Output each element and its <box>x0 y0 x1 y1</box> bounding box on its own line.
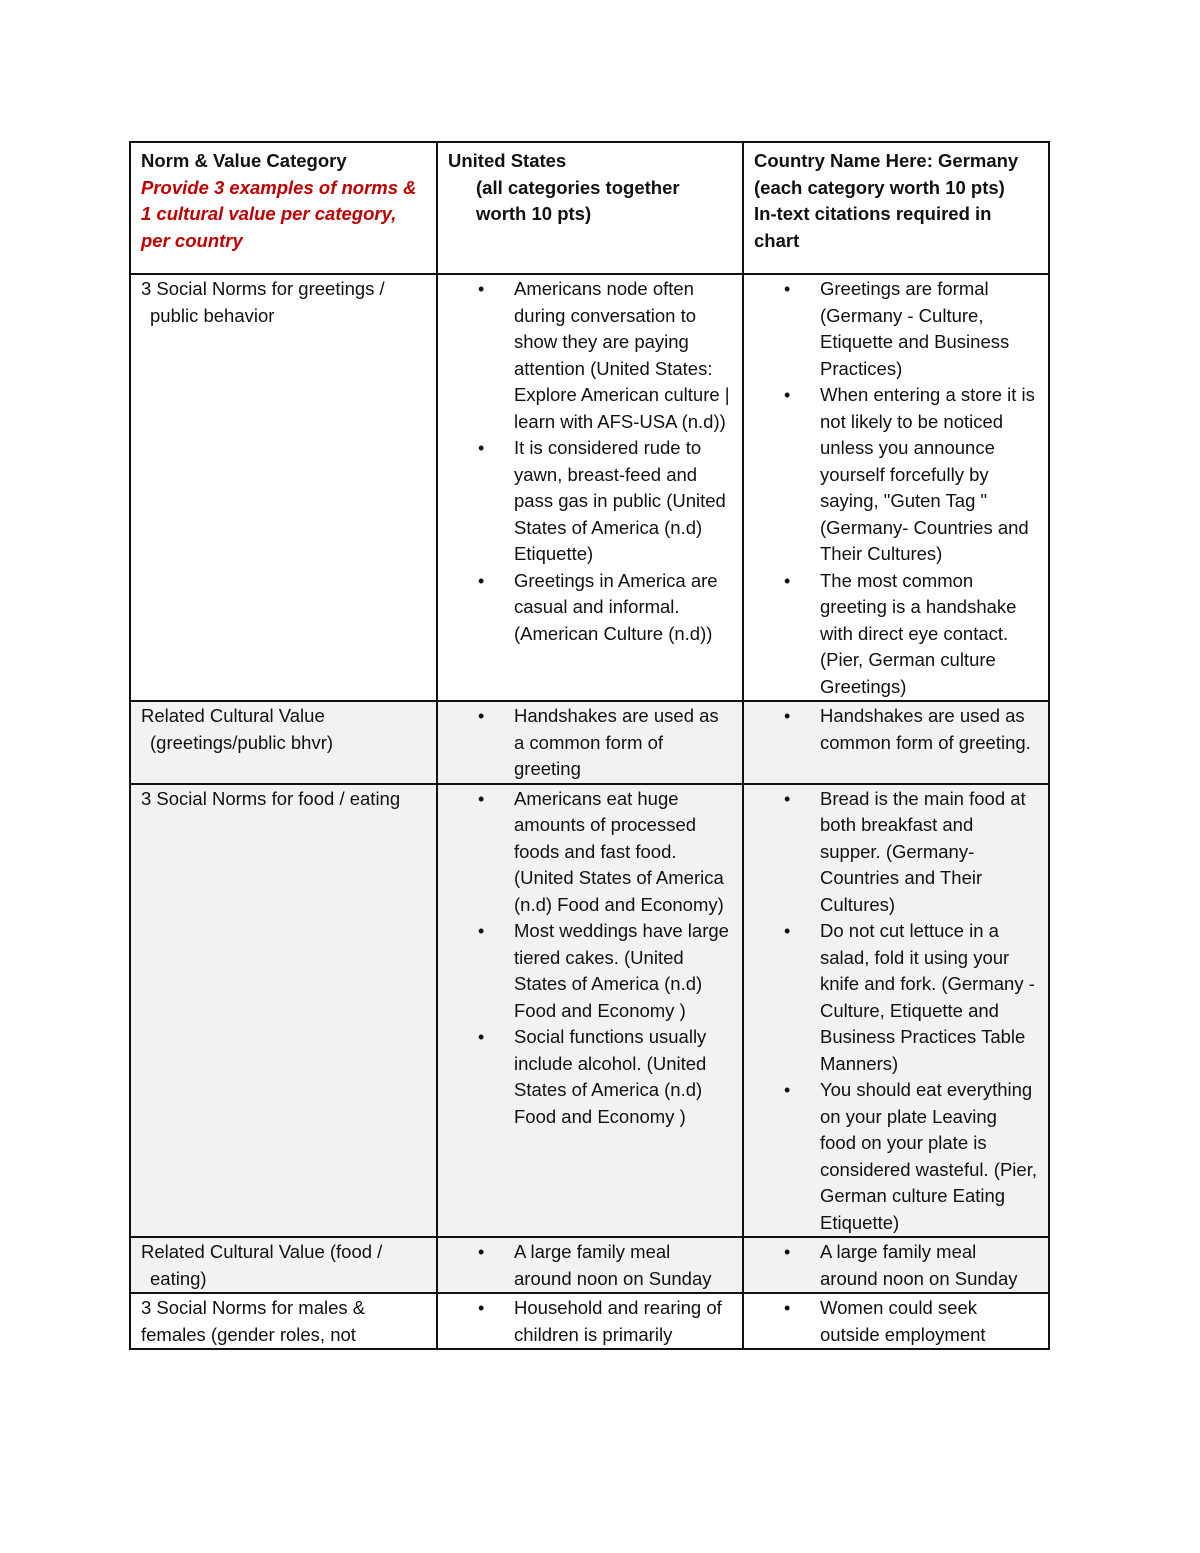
germany-norms-list <box>754 786 1038 1237</box>
list-item: • Handshakes are used as common form of greeting. <box>820 703 1038 756</box>
us-norms-list <box>448 786 732 1131</box>
header-germany <box>743 142 1049 274</box>
list-item: • When entering a store it is not likely to be noticed unless you announce yourself forcefully by saying, "Guten Tag "(Germany- Countries and Their Cultures) <box>820 382 1038 568</box>
table-header-row <box>130 142 1049 274</box>
us-cell <box>437 274 743 701</box>
header-germany-note-points: (each category worth 10 pts) <box>754 176 1005 198</box>
category-cell <box>130 274 437 701</box>
list-item: • Americans eat huge amounts of processed foods and fast food. (United States of America (n.d) Food and Economy) <box>514 786 732 919</box>
list-item: • It is considered rude to yawn, breast-feed and pass gas in public (United States of America (n.d) Etiquette) <box>514 435 732 568</box>
list-item: • Women could seek outside employment <box>820 1295 1038 1348</box>
header-category-title: Norm & Value Category <box>141 150 347 171</box>
us-cell <box>437 701 743 784</box>
category-label: 3 Social Norms for greetings / public behavior <box>141 278 385 326</box>
category-cell <box>130 701 437 784</box>
list-item: • Greetings in America are casual and informal. (American Culture (n.d)) <box>514 568 732 648</box>
us-value-list <box>448 1239 732 1292</box>
germany-cell <box>743 1293 1049 1349</box>
header-germany-note-citations: In-text citations required in chart <box>754 203 992 251</box>
category-cell <box>130 1237 437 1293</box>
list-item: • Greetings are formal (Germany - Culture, Etiquette and Business Practices) <box>820 276 1038 382</box>
germany-value-list <box>754 703 1038 756</box>
table-row-food-value <box>130 1237 1049 1293</box>
germany-cell <box>743 274 1049 701</box>
germany-cell <box>743 701 1049 784</box>
list-item: • Most weddings have large tiered cakes. (United States of America (n.d) Food and Economy ) <box>514 918 732 1024</box>
table-row-greetings-norms <box>130 274 1049 701</box>
us-norms-list <box>448 276 732 647</box>
list-item: • A large family meal around noon on Sunday <box>514 1239 732 1292</box>
header-united-states <box>437 142 743 274</box>
category-label: 3 Social Norms for males & females (gender roles, not <box>141 1297 366 1345</box>
category-cell <box>130 784 437 1238</box>
header-us-title: United States <box>448 150 567 171</box>
norms-values-table <box>129 141 1050 1350</box>
table-row-gender-norms <box>130 1293 1049 1349</box>
list-item: • Household and rearing of children is primarily <box>514 1295 732 1348</box>
us-cell <box>437 1293 743 1349</box>
us-value-list <box>448 703 732 783</box>
header-us-note: (all categories together worth 10 pts) <box>476 176 680 224</box>
list-item: • A large family meal around noon on Sunday <box>820 1239 1038 1292</box>
list-item: • Americans node often during conversation to show they are paying attention (United States: Explore American culture | learn with AFS-USA (n.d)) <box>514 276 732 435</box>
list-item: • The most common greeting is a handshake with direct eye contact. (Pier, German culture Greetings) <box>820 568 1038 701</box>
germany-norms-list <box>754 276 1038 700</box>
list-item: • Handshakes are used as a common form of greeting <box>514 703 732 783</box>
table-row-food-norms <box>130 784 1049 1238</box>
table-row-greetings-value <box>130 701 1049 784</box>
category-label: Related Cultural Value (food / eating) <box>141 1241 383 1289</box>
category-label: 3 Social Norms for food / eating <box>141 787 401 809</box>
header-category <box>130 142 437 274</box>
list-item: • You should eat everything on your plate Leaving food on your plate is considered wasteful. (Pier, German culture Eating Etiquette) <box>820 1077 1038 1236</box>
us-cell <box>437 1237 743 1293</box>
us-cell <box>437 784 743 1238</box>
us-norms-list <box>448 1295 732 1348</box>
header-germany-title: Country Name Here: Germany <box>754 150 1019 171</box>
category-cell <box>130 1293 437 1349</box>
header-category-instruction: Provide 3 examples of norms & 1 cultural value per category, per country <box>141 176 417 251</box>
germany-cell <box>743 1237 1049 1293</box>
list-item: • Social functions usually include alcohol. (United States of America (n.d) Food and Economy ) <box>514 1024 732 1130</box>
germany-norms-list <box>754 1295 1038 1348</box>
list-item: • Do not cut lettuce in a salad, fold it using your knife and fork. (Germany - Culture, Etiquette and Business Practices Table Manners) <box>820 918 1038 1077</box>
list-item: • Bread is the main food at both breakfast and supper. (Germany- Countries and Their Cultures) <box>820 786 1038 919</box>
germany-cell <box>743 784 1049 1238</box>
germany-value-list <box>754 1239 1038 1292</box>
category-label: Related Cultural Value (greetings/public bhvr) <box>141 705 334 753</box>
